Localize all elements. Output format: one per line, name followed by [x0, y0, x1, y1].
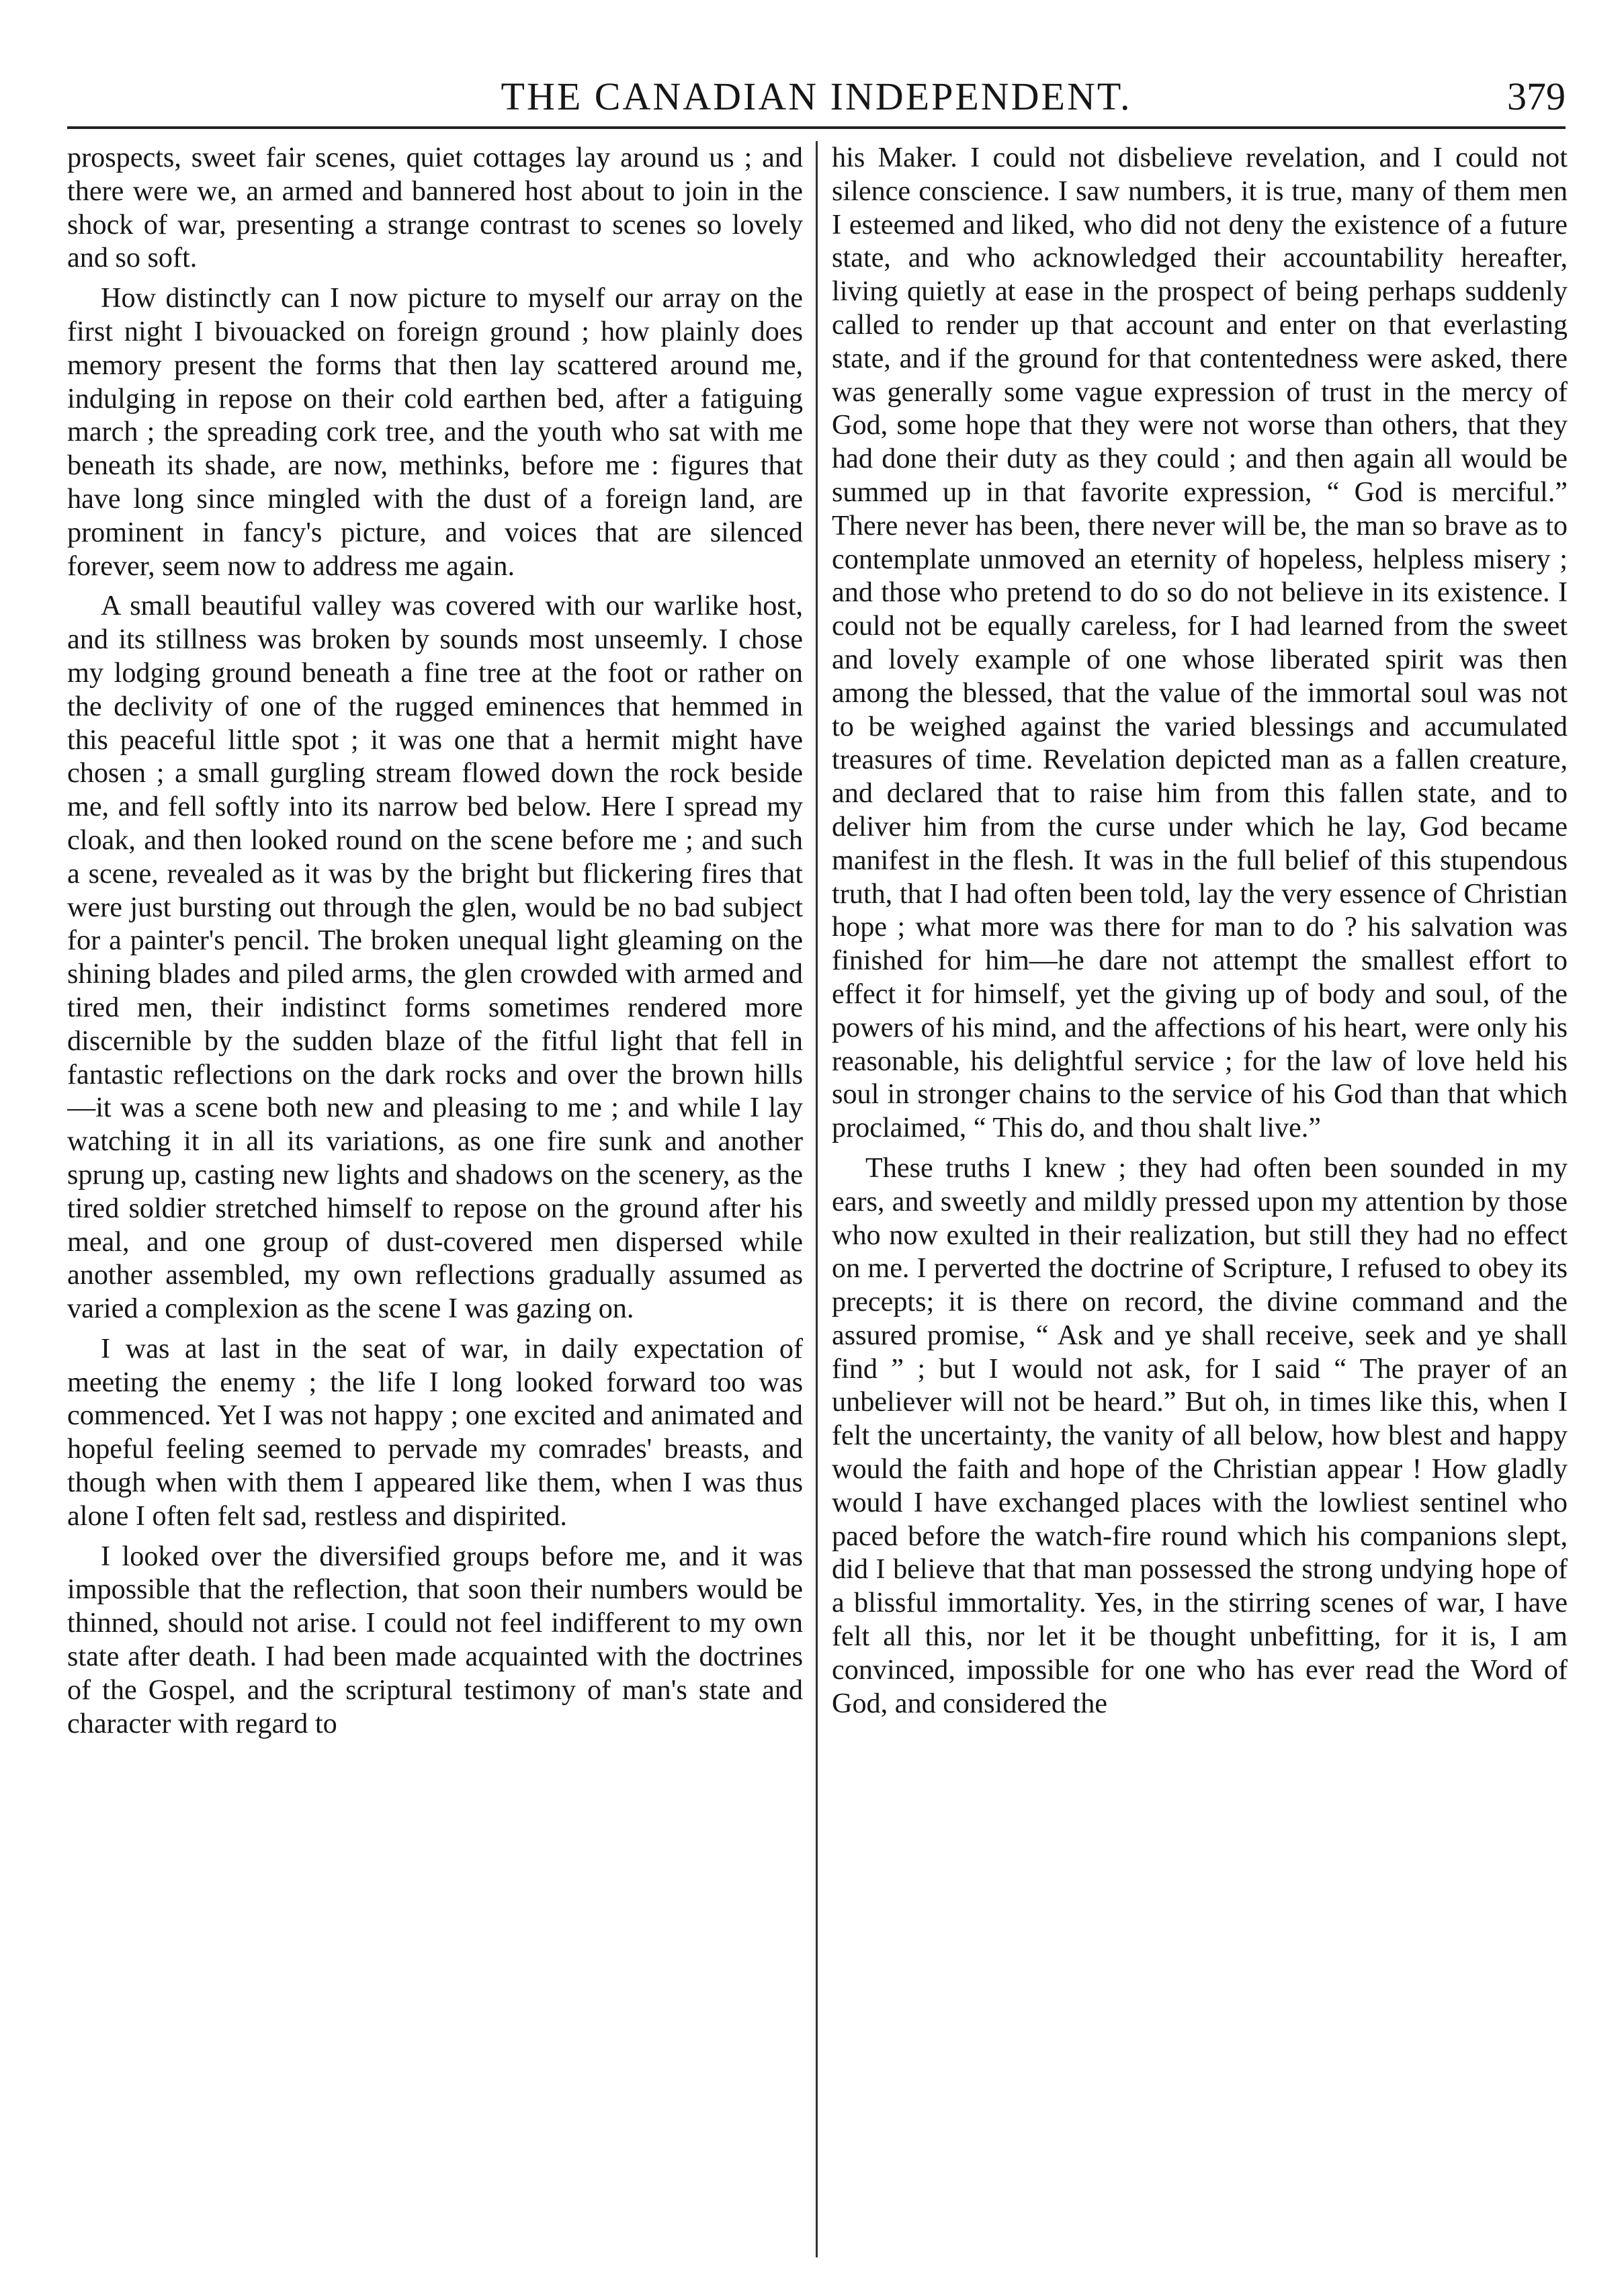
paragraph: I looked over the diversified groups before me, and it was impossible that the reflection, that soon their numbers would be thinned, should not arise. I could not feel indifferent to my own state after death. I had been made acquainted with the doctrines of the Gospel, and the scriptural testimony of man's state and character with regard to: [67, 1540, 803, 1739]
left-column: [67, 141, 803, 2257]
column-divider: [816, 141, 818, 2257]
paragraph: prospects, sweet fair scenes, quiet cottages lay around us ; and there were we, an armed and bannered host about to join in the shock of war, presenting a strange contrast to scenes so lovely and so soft.: [67, 142, 803, 274]
journal-title: THE CANADIAN INDEPENDENT.: [501, 75, 1132, 118]
page-number: 379: [1507, 75, 1566, 118]
paragraph: A small beautiful valley was covered with our warlike host, and its stillness was broken by sounds most unseemly. I chose my lodging ground beneath a fine tree at the foot or rather on the declivity of one of the rugged eminences that hemmed in this peaceful little spot ; it was one that a hermit might have chosen ; a small gurgling stream flowed down the rock beside me, and fell softly into its narrow bed below. Here I spread my cloak, and then looked round on the scene before me ; and such a scene, revealed as it was by the bright but flickering fires that were just bursting out through the glen, would be no bad subject for a painter's pencil. The broken unequal light gleaming on the shining blades and piled arms, the glen crowded with armed and tired men, their indistinct forms sometimes rendered more discernible by the sudden blaze of the fitful light that fell in fantastic reflections on the dark rocks and over the brown hills—it was a scene both new and pleasing to me ; and while I lay watching it in all its variations, as one fire sunk and another sprung up, casting new lights and shadows on the scenery, as the tired soldier stretched himself to repose on the ground after his meal, and one group of dust-covered men dispersed while another assembled, my own reflections gradually assumed as varied a complexion as the scene I was gazing on.: [67, 590, 803, 1325]
paragraph: How distinctly can I now picture to myself our array on the first night I bivouacked on foreign ground ; how plainly does memory present the forms that then lay scattered around me, indulging in repose on their cold earthen bed, after a fatiguing march ; the spreading cork tree, and the youth who sat with me beneath its shade, are now, methinks, before me : figures that have long since mingled with the dust of a foreign land, are prominent in fancy's picture, and voices that are silenced forever, seem now to address me again.: [67, 282, 803, 582]
right-column: [832, 141, 1568, 2257]
paragraph: I was at last in the seat of war, in daily expectation of meeting the enemy ; the life I long looked forward too was commenced. Yet I was not happy ; one excited and animated and hopeful feeling seemed to pervade my comrades' breasts, and though when with them I appeared like them, when I was thus alone I often felt sad, restless and dispirited.: [67, 1332, 803, 1532]
paragraph: his Maker. I could not disbelieve revelation, and I could not silence conscience. I saw numbers, it is true, many of them men I esteemed and liked, who did not deny the existence of a future state, and who acknowledged their accountability hereafter, living quietly at ease in the prospect of being perhaps suddenly called to render up that account and enter on that everlasting state, and if the ground for that contentedness were asked, there was generally some vague expression of trust in the mercy of God, some hope that they were not worse than others, that they had done their duty as they could ; and then again all would be summed up in that favorite expression, “ God is merciful.” There never has been, there never will be, the man so brave as to contemplate unmoved an eternity of hopeless, helpless misery ; and those who pretend to do so do not believe in its existence. I could not be equally careless, for I had learned from the sweet and lovely example of one whose liberated spirit was then among the blessed, that the value of the immortal soul was not to be weighed against the varied blessings and accumulated treasures of time. Revelation depicted man as a fallen creature, and declared that to raise him from this fallen state, and to deliver him from the curse under which he lay, God became manifest in the flesh. It was in the full belief of this stupendous truth, that I had often been told, lay the very essence of Christian hope ; what more was there for man to do ? his salvation was finished for him—he dare not attempt the smallest effort to effect it for himself, yet the giving up of body and soul, of the powers of his mind, and the affections of his heart, were only his reasonable, his delightful service ; for the law of love held his soul in stronger chains to the service of his God than that which proclaimed, “ This do, and thou shalt live.”: [832, 142, 1568, 1144]
header-rule: [67, 126, 1566, 129]
paragraph: These truths I knew ; they had often been sounded in my ears, and sweetly and mildly pressed upon my attention by those who now exulted in their realization, but still they had no effect on me. I perverted the doctrine of Scripture, I refused to obey its precepts; it is there on record, the divine command and the assured promise, “ Ask and ye shall receive, seek and ye shall find ” ; but I would not ask, for I said “ The prayer of an unbeliever will not be heard.” But oh, in times like this, when I felt the uncertainty, the vanity of all below, how blest and happy would the faith and hope of the Christian appear ! How gladly would I have exchanged places with the lowliest sentinel who paced before the watch-fire round which his companions slept, did I believe that that man possessed the strong undying hope of a blissful immortality. Yes, in the stirring scenes of war, I have felt all this, nor let it be thought unbefitting, for it is, I am convinced, impossible for one who has ever read the Word of God, and considered the: [832, 1152, 1568, 1719]
running-header: [67, 71, 1566, 124]
